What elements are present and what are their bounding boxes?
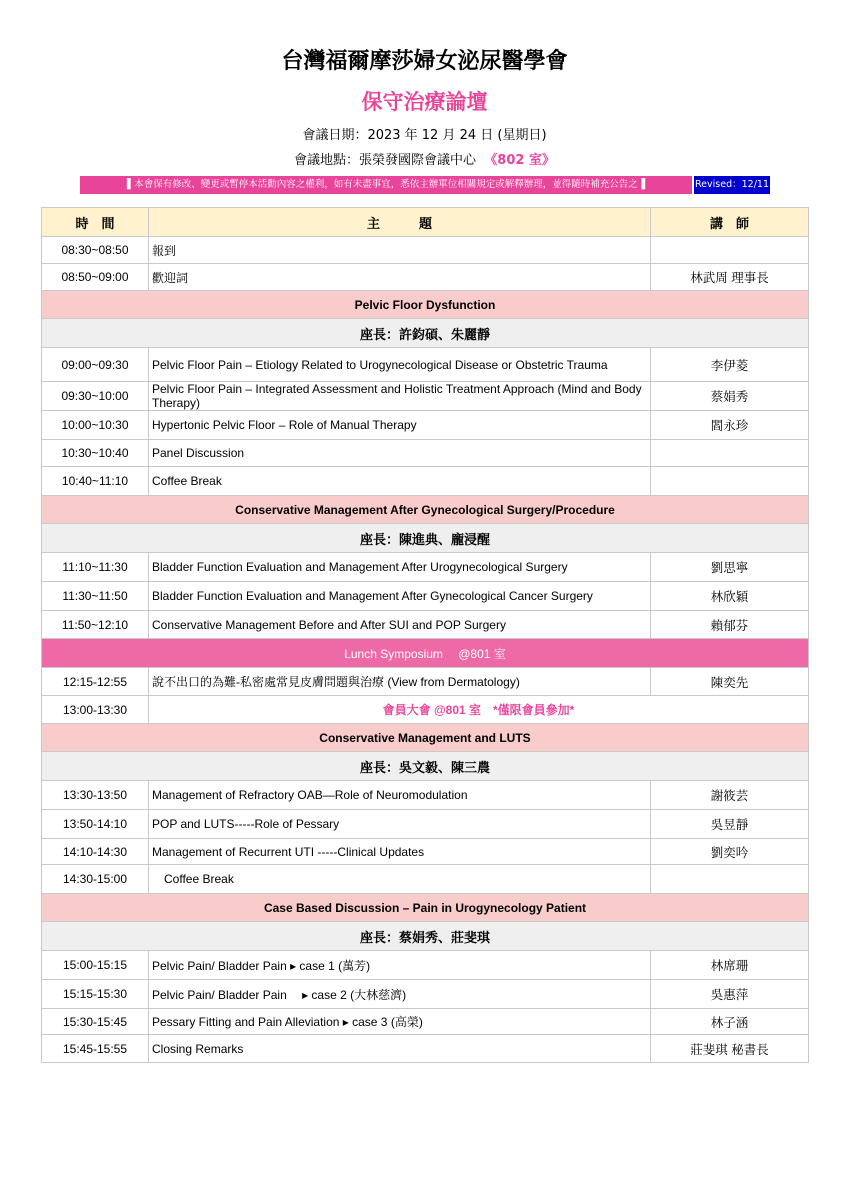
time-cell: 15:30-15:45	[42, 1009, 149, 1035]
session-chairs: 座長：陳進典、龐浸醒	[42, 524, 809, 553]
time-cell: 09:00~09:30	[42, 348, 149, 382]
table-row	[42, 810, 809, 839]
venue-label: 會議地點：張榮發國際會議中心	[294, 153, 477, 168]
topic-cell: 歡迎詞	[149, 264, 651, 291]
topic-cell: Pelvic Pain/ Bladder Pain ▸ case 2 (大林慈濟)	[149, 980, 651, 1009]
venue-room: 《802 室》	[484, 153, 555, 168]
time-cell: 08:50~09:00	[42, 264, 149, 291]
lunch-symposium: Lunch Symposium @801 室	[42, 639, 809, 668]
chair-row	[42, 752, 809, 781]
time-cell: 12:15-12:55	[42, 668, 149, 696]
speaker-cell: 莊斐琪 秘書長	[651, 1035, 809, 1063]
session-title: Case Based Discussion – Pain in Urogynecology Patient	[42, 894, 809, 922]
time-cell: 13:30-13:50	[42, 781, 149, 810]
topic-cell: Pessary Fitting and Pain Alleviation ▸ case 3 (高榮)	[149, 1009, 651, 1035]
topic-cell: 說不出口的為難-私密處常見皮膚問題與治療 (View from Dermatology)	[149, 668, 651, 696]
time-cell: 14:30-15:00	[42, 865, 149, 894]
speaker-cell: 劉奕吟	[651, 839, 809, 865]
table-row	[42, 980, 809, 1009]
topic-cell: Hypertonic Pelvic Floor – Role of Manual Therapy	[149, 411, 651, 440]
notice-banner: ▌本會保有修改、變更或暫停本活動內容之權利，如有未盡事宜，悉依主辦單位相關規定或解釋辦理，並得隨時補充公告之▐	[80, 176, 692, 194]
col-topic-header: 主 題	[149, 208, 651, 237]
chair-row	[42, 319, 809, 348]
session-row	[42, 894, 809, 922]
session-chairs: 座長：蔡娟秀、莊斐琪	[42, 922, 809, 951]
session-row	[42, 291, 809, 319]
table-row	[42, 348, 809, 382]
speaker-cell: 劉思寧	[651, 553, 809, 582]
chair-row	[42, 922, 809, 951]
topic-cell: Closing Remarks	[149, 1035, 651, 1063]
time-cell: 15:45-15:55	[42, 1035, 149, 1063]
session-title: Conservative Management After Gynecological Surgery/Procedure	[42, 496, 809, 524]
speaker-cell: 林武周 理事長	[651, 264, 809, 291]
table-row	[42, 839, 809, 865]
topic-cell: Management of Recurrent UTI -----Clinical Updates	[149, 839, 651, 865]
time-cell: 13:50-14:10	[42, 810, 149, 839]
topic-cell: Bladder Function Evaluation and Management After Urogynecological Surgery	[149, 553, 651, 582]
session-title: Pelvic Floor Dysfunction	[42, 291, 809, 319]
table-row	[42, 237, 809, 264]
session-chairs: 座長：許鈞碩、朱麗靜	[42, 319, 809, 348]
member-meeting: 會員大會 @801 室 *僅限會員參加*	[149, 696, 809, 724]
session-chairs: 座長：吳文毅、陳三農	[42, 752, 809, 781]
speaker-cell	[651, 467, 809, 496]
table-row	[42, 264, 809, 291]
table-row	[42, 1009, 809, 1035]
time-cell: 10:00~10:30	[42, 411, 149, 440]
session-title: Conservative Management and LUTS	[42, 724, 809, 752]
meeting-date: 會議日期：2023 年 12 月 24 日 (星期日)	[302, 128, 547, 143]
table-row	[42, 440, 809, 467]
topic-cell: Conservative Management Before and After SUI and POP Surgery	[149, 611, 651, 639]
table-row	[42, 865, 809, 894]
time-cell: 15:15-15:30	[42, 980, 149, 1009]
speaker-cell: 林子涵	[651, 1009, 809, 1035]
topic-cell: Coffee Break	[149, 865, 651, 894]
speaker-cell: 林席珊	[651, 951, 809, 980]
table-row	[42, 582, 809, 611]
col-speaker-header: 講 師	[651, 208, 809, 237]
session-row	[42, 496, 809, 524]
table-row	[42, 467, 809, 496]
table-row	[42, 382, 809, 411]
session-row	[42, 724, 809, 752]
table-row	[42, 553, 809, 582]
meeting-venue	[0, 149, 849, 168]
table-header-row	[42, 208, 809, 237]
revised-badge: Revised：12/11	[694, 176, 770, 194]
topic-cell: Coffee Break	[149, 467, 651, 496]
speaker-cell: 林欣穎	[651, 582, 809, 611]
page-title: 台灣福爾摩莎婦女泌尿醫學會	[281, 49, 568, 74]
speaker-cell: 吳惠萍	[651, 980, 809, 1009]
topic-cell: Management of Refractory OAB—Role of Neuromodulation	[149, 781, 651, 810]
table-row	[42, 411, 809, 440]
speaker-cell: 陳奕先	[651, 668, 809, 696]
topic-cell: Pelvic Pain/ Bladder Pain ▸ case 1 (萬芳)	[149, 951, 651, 980]
topic-cell: Bladder Function Evaluation and Management After Gynecological Cancer Surgery	[149, 582, 651, 611]
time-cell: 10:30~10:40	[42, 440, 149, 467]
table-row	[42, 781, 809, 810]
speaker-cell: 賴郁芬	[651, 611, 809, 639]
time-cell: 11:10~11:30	[42, 553, 149, 582]
speaker-cell: 李伊菱	[651, 348, 809, 382]
time-cell: 11:50~12:10	[42, 611, 149, 639]
agenda-table	[41, 207, 809, 1063]
speaker-cell: 閻永珍	[651, 411, 809, 440]
time-cell: 08:30~08:50	[42, 237, 149, 264]
topic-cell: Pelvic Floor Pain – Integrated Assessment and Holistic Treatment Approach (Mind and Body Therapy)	[149, 382, 651, 411]
speaker-cell	[651, 440, 809, 467]
time-cell: 14:10-14:30	[42, 839, 149, 865]
time-cell: 09:30~10:00	[42, 382, 149, 411]
topic-cell: POP and LUTS-----Role of Pessary	[149, 810, 651, 839]
table-row	[42, 1035, 809, 1063]
time-cell: 11:30~11:50	[42, 582, 149, 611]
time-cell: 10:40~11:10	[42, 467, 149, 496]
speaker-cell: 吳昱靜	[651, 810, 809, 839]
time-cell: 15:00-15:15	[42, 951, 149, 980]
chair-row	[42, 524, 809, 553]
speaker-cell: 謝筱芸	[651, 781, 809, 810]
topic-cell: Pelvic Floor Pain – Etiology Related to Urogynecological Disease or Obstetric Trauma	[149, 348, 651, 382]
speaker-cell	[651, 865, 809, 894]
table-row	[42, 611, 809, 639]
col-time-header: 時 間	[42, 208, 149, 237]
table-row	[42, 668, 809, 696]
time-cell: 13:00-13:30	[42, 696, 149, 724]
member-meeting-row	[42, 696, 809, 724]
speaker-cell: 蔡娟秀	[651, 382, 809, 411]
speaker-cell	[651, 237, 809, 264]
topic-cell: Panel Discussion	[149, 440, 651, 467]
page-subtitle: 保守治療論壇	[361, 90, 488, 114]
topic-cell: 報到	[149, 237, 651, 264]
lunch-row	[42, 639, 809, 668]
table-row	[42, 951, 809, 980]
